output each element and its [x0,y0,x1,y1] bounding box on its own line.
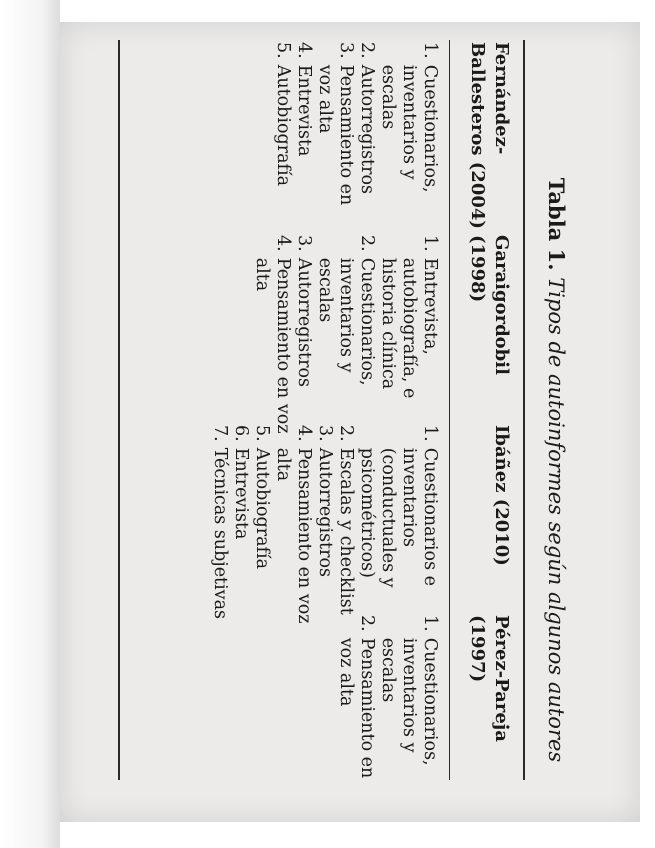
list-item: 3. Autorregistros [294,235,314,387]
column-fernandez-ballesteros [272,42,440,232]
table-bottom-rule [118,40,120,780]
table-1 [105,40,585,840]
list-item: 1. Cuestionarios e inventarios (conductuales y psicométricos) [357,425,440,588]
column-perez-pareja [335,615,440,790]
list-item: 5. Autobiografía [273,42,293,187]
list-item: 4. Pensamiento en voz alta [252,235,293,434]
list-item: 3. Pensamiento en voz alta [315,42,356,206]
list-item: 5. Autobiografía [252,425,272,570]
list-item: 1. Cuestionarios, inventarios y escalas [378,42,440,193]
table-caption [544,160,569,780]
header-fernandez-ballesteros: Fernández-Ballesteros (2004) [467,42,512,229]
header-perez-pareja: Pérez-Pareja (1997) [467,615,512,742]
list-item: 7. Técnicas subjetivas [210,425,230,619]
list-item: 2. Escalas y checklist [336,425,356,615]
column-ibanez [209,425,440,625]
column-garaigordobil [251,235,440,435]
list-item: 2. Cuestionarios, inventarios y escalas [315,235,377,386]
list-item: 6. Entrevista [231,425,251,540]
table-header-rule [449,40,450,780]
page-gutter [0,0,60,848]
caption-title: Tipos de autoinformes según algunos autores [544,277,568,763]
list-item: 3. Autorregistros [315,425,335,577]
list-item: 1. Entrevista, autobiografía, e historia clínica [378,235,440,399]
list-item: 2. Pensamiento en voz alta [336,615,377,779]
list-item: 1. Cuestionarios, inventarios y escalas [378,615,440,766]
header-ibanez: Ibáñez (2010) [491,425,512,566]
list-item: 2. Autorregistros [357,42,377,194]
caption-label: Tabla 1. [544,177,569,271]
header-garaigordobil: Garaigordobil (1998) [467,235,512,375]
list-item: 4. Pensamiento en voz alta [273,425,314,624]
table-top-rule [523,40,525,780]
list-item: 4. Entrevista [294,42,314,157]
